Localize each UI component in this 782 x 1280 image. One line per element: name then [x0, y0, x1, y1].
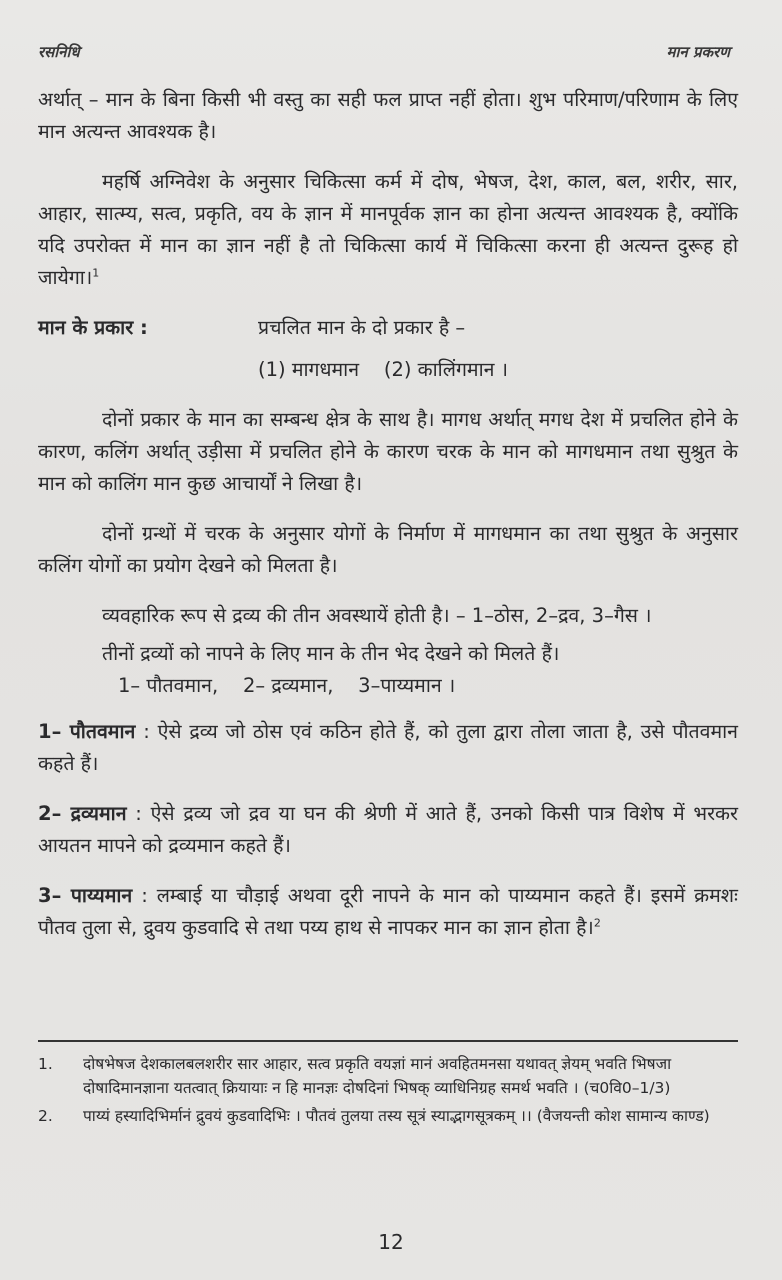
three-types-list: 1– पौतवमान, 2– द्रव्यमान, 3–पाय्यमान । [118, 674, 456, 697]
term-payya: 3– पाय्यमान [38, 884, 133, 907]
definition-dravya [38, 798, 738, 862]
footnotes [38, 1052, 738, 1132]
footnote-1 [38, 1052, 738, 1100]
paragraph-meaning: अर्थात् – मान के बिना किसी भी वस्तु का सही फल प्राप्त नहीं होता। शुभ परिमाण/परिणाम के लिए मान अत्यन्त आवश्यक है। [38, 88, 738, 143]
paragraph-agnivesha [38, 166, 738, 294]
page-number: 12 [378, 1230, 404, 1254]
main-text [38, 84, 738, 962]
paragraph-region: दोनों प्रकार के मान का सम्बन्ध क्षेत्र के साथ है। मागध अर्थात् मगध देश में प्रचलित होने के कारण, कलिंग अर्थात् उड़ीसा में प्रचलित होने के कारण चरक के मान को मागधमान तथा सुश्रुत के मान को कालिंग मान कुछ आचार्यों ने लिखा है। [38, 408, 738, 495]
definition-pautava-text: : ऐसे द्रव्य जो ठोस एवं कठिन होते हैं, को तुला द्वारा तोला जाता है, उसे पौतवमान कहते हैं। [38, 720, 738, 775]
paragraph-three-types: तीनों द्रव्यों को नापने के लिए मान के तीन भेद देखने को मिलते हैं। [102, 642, 560, 665]
paragraph-agnivesha-text: महर्षि अग्निवेश के अनुसार चिकित्सा कर्म में दोष, भेषज, देश, काल, बल, शरीर, सार, आहार, सात्म्य, सत्व, प्रकृति, वय के ज्ञान में मानपूर्वक ज्ञान का होना अत्यन्त आवश्यक है, क्योंकि यदि उपरोक्त में मान का ज्ञान नहीं है तो चिकित्सा कार्य में चिकित्सा करना ही अत्यन्त दुरूह हो जायेगा। [38, 170, 738, 289]
definition-payya-text: : लम्बाई या चौड़ाई अथवा दूरी नापने के मान को पाय्यमान कहते हैं। इसमें क्रमशः पौतव तुला से, द्रुवय कुडवादि से तथा पय्य हाथ से नापकर मान का ज्ञान होता है। [38, 884, 738, 939]
definition-pautava [38, 716, 738, 780]
footnote-divider [38, 1040, 738, 1042]
running-header-chapter-title: मान प्रकरण [666, 43, 730, 61]
footnote-1-number: 1. [38, 1055, 53, 1073]
definition-payya [38, 880, 738, 944]
types-text: प्रचलित मान के दो प्रकार है – [258, 316, 466, 339]
footnote-ref-2: 2 [593, 916, 601, 930]
types-heading: मान के प्रकार : [38, 316, 148, 339]
footnote-2-text: पाय्यं हस्यादिभिर्मानं द्रुवयं कुडवादिभिः । पौतवं तुलया तस्य सूत्रं स्याद्भागसूत्रकम् ।। (वैजयन्ती कोश सामान्य काण्ड) [83, 1107, 710, 1125]
footnote-2 [38, 1104, 738, 1128]
paragraph-states: व्यवहारिक रूप से द्रव्य की तीन अवस्थायें होती है। – 1–ठोस, 2–द्रव, 3–गैस । [102, 604, 652, 627]
term-dravya: 2– द्रव्यमान [38, 802, 127, 825]
types-list: (1) मागधमान (2) कालिंगमान । [258, 358, 509, 381]
footnote-2-number: 2. [38, 1107, 53, 1125]
types-row [38, 312, 738, 344]
paragraph-texts: दोनों ग्रन्थों में चरक के अनुसार योगों के निर्माण में मागधमान का तथा सुश्रुत के अनुसार कलिंग योगों का प्रयोग देखने को मिलता है। [38, 522, 738, 577]
footnote-1-text: दोषभेषज देशकालबलशरीर सार आहार, सत्व प्रकृति वयज्ञां मानं अवहितमनसा यथावत् ज्ञेयम् भवति भिषजा दोषादिमानज्ञाना यतत्वात् क्रियायाः न हि मानज्ञः दोषदिनां भिषक् व्याधिनिग्रह समर्थ भवति । (च0वि0–1/3) [83, 1055, 672, 1097]
running-header-book-title: रसनिधि [38, 43, 80, 61]
term-pautava: 1– पौतवमान [38, 720, 136, 743]
definition-dravya-text: : ऐसे द्रव्य जो द्रव या घन की श्रेणी में आते हैं, उनको किसी पात्र विशेष में भरकर आयतन मापने को द्रव्यमान कहते हैं। [38, 802, 739, 857]
footnote-ref-1: 1 [92, 266, 100, 280]
